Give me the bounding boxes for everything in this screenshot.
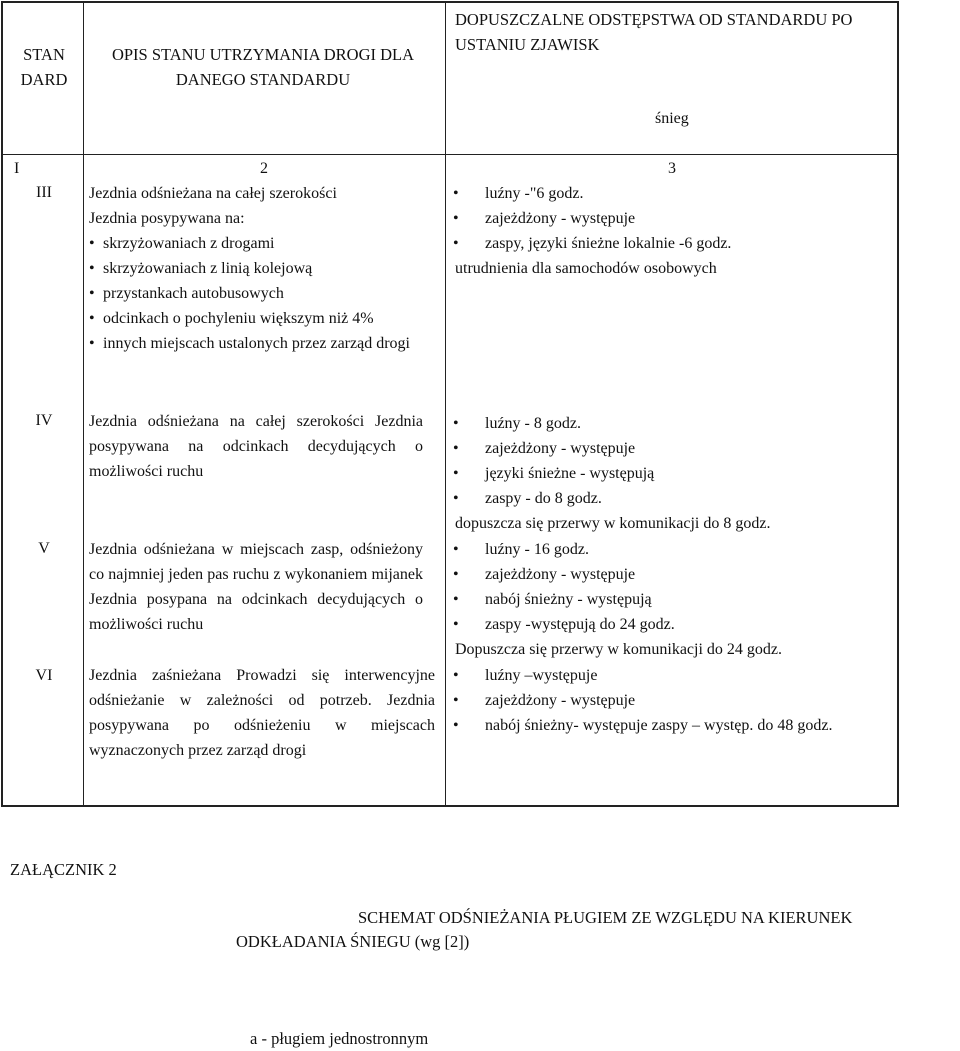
header-deviations: DOPUSZCZALNE ODSTĘPSTWA OD STANDARDU PO USTANIU ZJAWISK — [455, 10, 853, 54]
list-item: • skrzyżowaniach z drogami — [89, 231, 439, 256]
list-item: • języki śnieżne - występują — [453, 461, 893, 486]
scheme-title-line1: SCHEMAT ODŚNIEŻANIA PŁUGIEM ZE WZGLĘDU NA KIERUNEK — [358, 908, 853, 927]
list-item: • innych miejscach ustalonych przez zarząd drogi — [89, 331, 433, 356]
dev-bullet-list — [453, 663, 873, 738]
dev-bullet-list — [453, 181, 893, 256]
row-standard-IV: IV — [35, 412, 53, 429]
dev-note: Dopuszcza się przerwy w komunikacji do 24 godz. — [455, 641, 783, 658]
dev-bullet-list — [453, 411, 893, 511]
list-item: • luźny -"6 godz. — [453, 181, 893, 206]
desc-line: Jezdnia odśnieżana na całej szerokości — [89, 185, 337, 202]
header-snow-label: śnieg — [655, 110, 689, 127]
list-item: • luźny - 8 godz. — [453, 411, 893, 436]
row-III-description — [89, 181, 439, 356]
desc-bullet-list — [89, 231, 439, 356]
row-VI-deviations — [453, 663, 873, 738]
row-V-description: Jezdnia odśnieżana w miejscach zasp, odśnieżony co najmniej jeden pas ruchu z wykonaniem mijanek Jezdnia posypana na odcinkach decydujących o możliwości ruchu — [89, 541, 423, 633]
table-col-divider-2 — [445, 3, 446, 805]
dev-note: utrudnienia dla samochodów osobowych — [455, 260, 717, 277]
list-item: • luźny –występuje — [453, 663, 873, 688]
row-standard-V: V — [38, 540, 50, 557]
list-item: • nabój śnieżny- występuje zaspy – występ. do 48 godz. — [453, 713, 873, 738]
list-item: • skrzyżowaniach z linią kolejową — [89, 256, 439, 281]
standards-table — [1, 1, 899, 807]
header-description: OPIS STANU UTRZYMANIA DROGI DLA DANEGO STANDARDU — [111, 45, 415, 89]
row-standard-III: III — [36, 184, 52, 201]
list-item: • luźny - 16 godz. — [453, 537, 893, 562]
dev-note: dopuszcza się przerwy w komunikacji do 8 godz. — [455, 515, 771, 532]
list-item: • zajeżdżony - występuje — [453, 206, 893, 231]
list-item: • zajeżdżony - występuje — [453, 562, 893, 587]
row-IV-deviations — [453, 411, 893, 536]
list-item: • nabój śnieżny - występują — [453, 587, 893, 612]
row-V-deviations — [453, 537, 893, 662]
row-VI-description: Jezdnia zaśnieżana Prowadzi się interwencyjne odśnieżanie w zależności od potrzeb. Jezdnia posypywana po odśnieżeniu w miejscach wyznaczonych przez zarząd drogi — [89, 667, 435, 759]
list-item: • zajeżdżony - występuje — [453, 436, 893, 461]
figure-caption: a - pługiem jednostronnym — [250, 1029, 429, 1048]
col-number-1: I — [14, 160, 20, 177]
dev-bullet-list — [453, 537, 893, 637]
header-standard: STAN DARD — [20, 45, 68, 89]
attachment-label: ZAŁĄCZNIK 2 — [10, 860, 117, 879]
table-header-divider — [3, 154, 897, 155]
scheme-title-line2: ODKŁADANIA ŚNIEGU (wg [2]) — [236, 932, 470, 951]
list-item: • zaspy -występują do 24 godz. — [453, 612, 893, 637]
list-item: • odcinkach o pochyleniu większym niż 4% — [89, 306, 439, 331]
desc-line: Jezdnia posypywana na: — [89, 210, 245, 227]
col-number-2: 2 — [260, 160, 268, 177]
row-IV-description: Jezdnia odśnieżana na całej szerokości Jezdnia posypywana na odcinkach decydujących o możliwości ruchu — [89, 413, 423, 480]
col-number-3: 3 — [668, 160, 676, 177]
list-item: • zaspy, języki śnieżne lokalnie -6 godz. — [453, 231, 893, 256]
table-col-divider-1 — [83, 3, 84, 805]
row-standard-VI: VI — [35, 667, 53, 684]
list-item: • zaspy - do 8 godz. — [453, 486, 893, 511]
list-item: • przystankach autobusowych — [89, 281, 439, 306]
list-item: • zajeżdżony - występuje — [453, 688, 873, 713]
row-III-deviations — [453, 181, 893, 281]
